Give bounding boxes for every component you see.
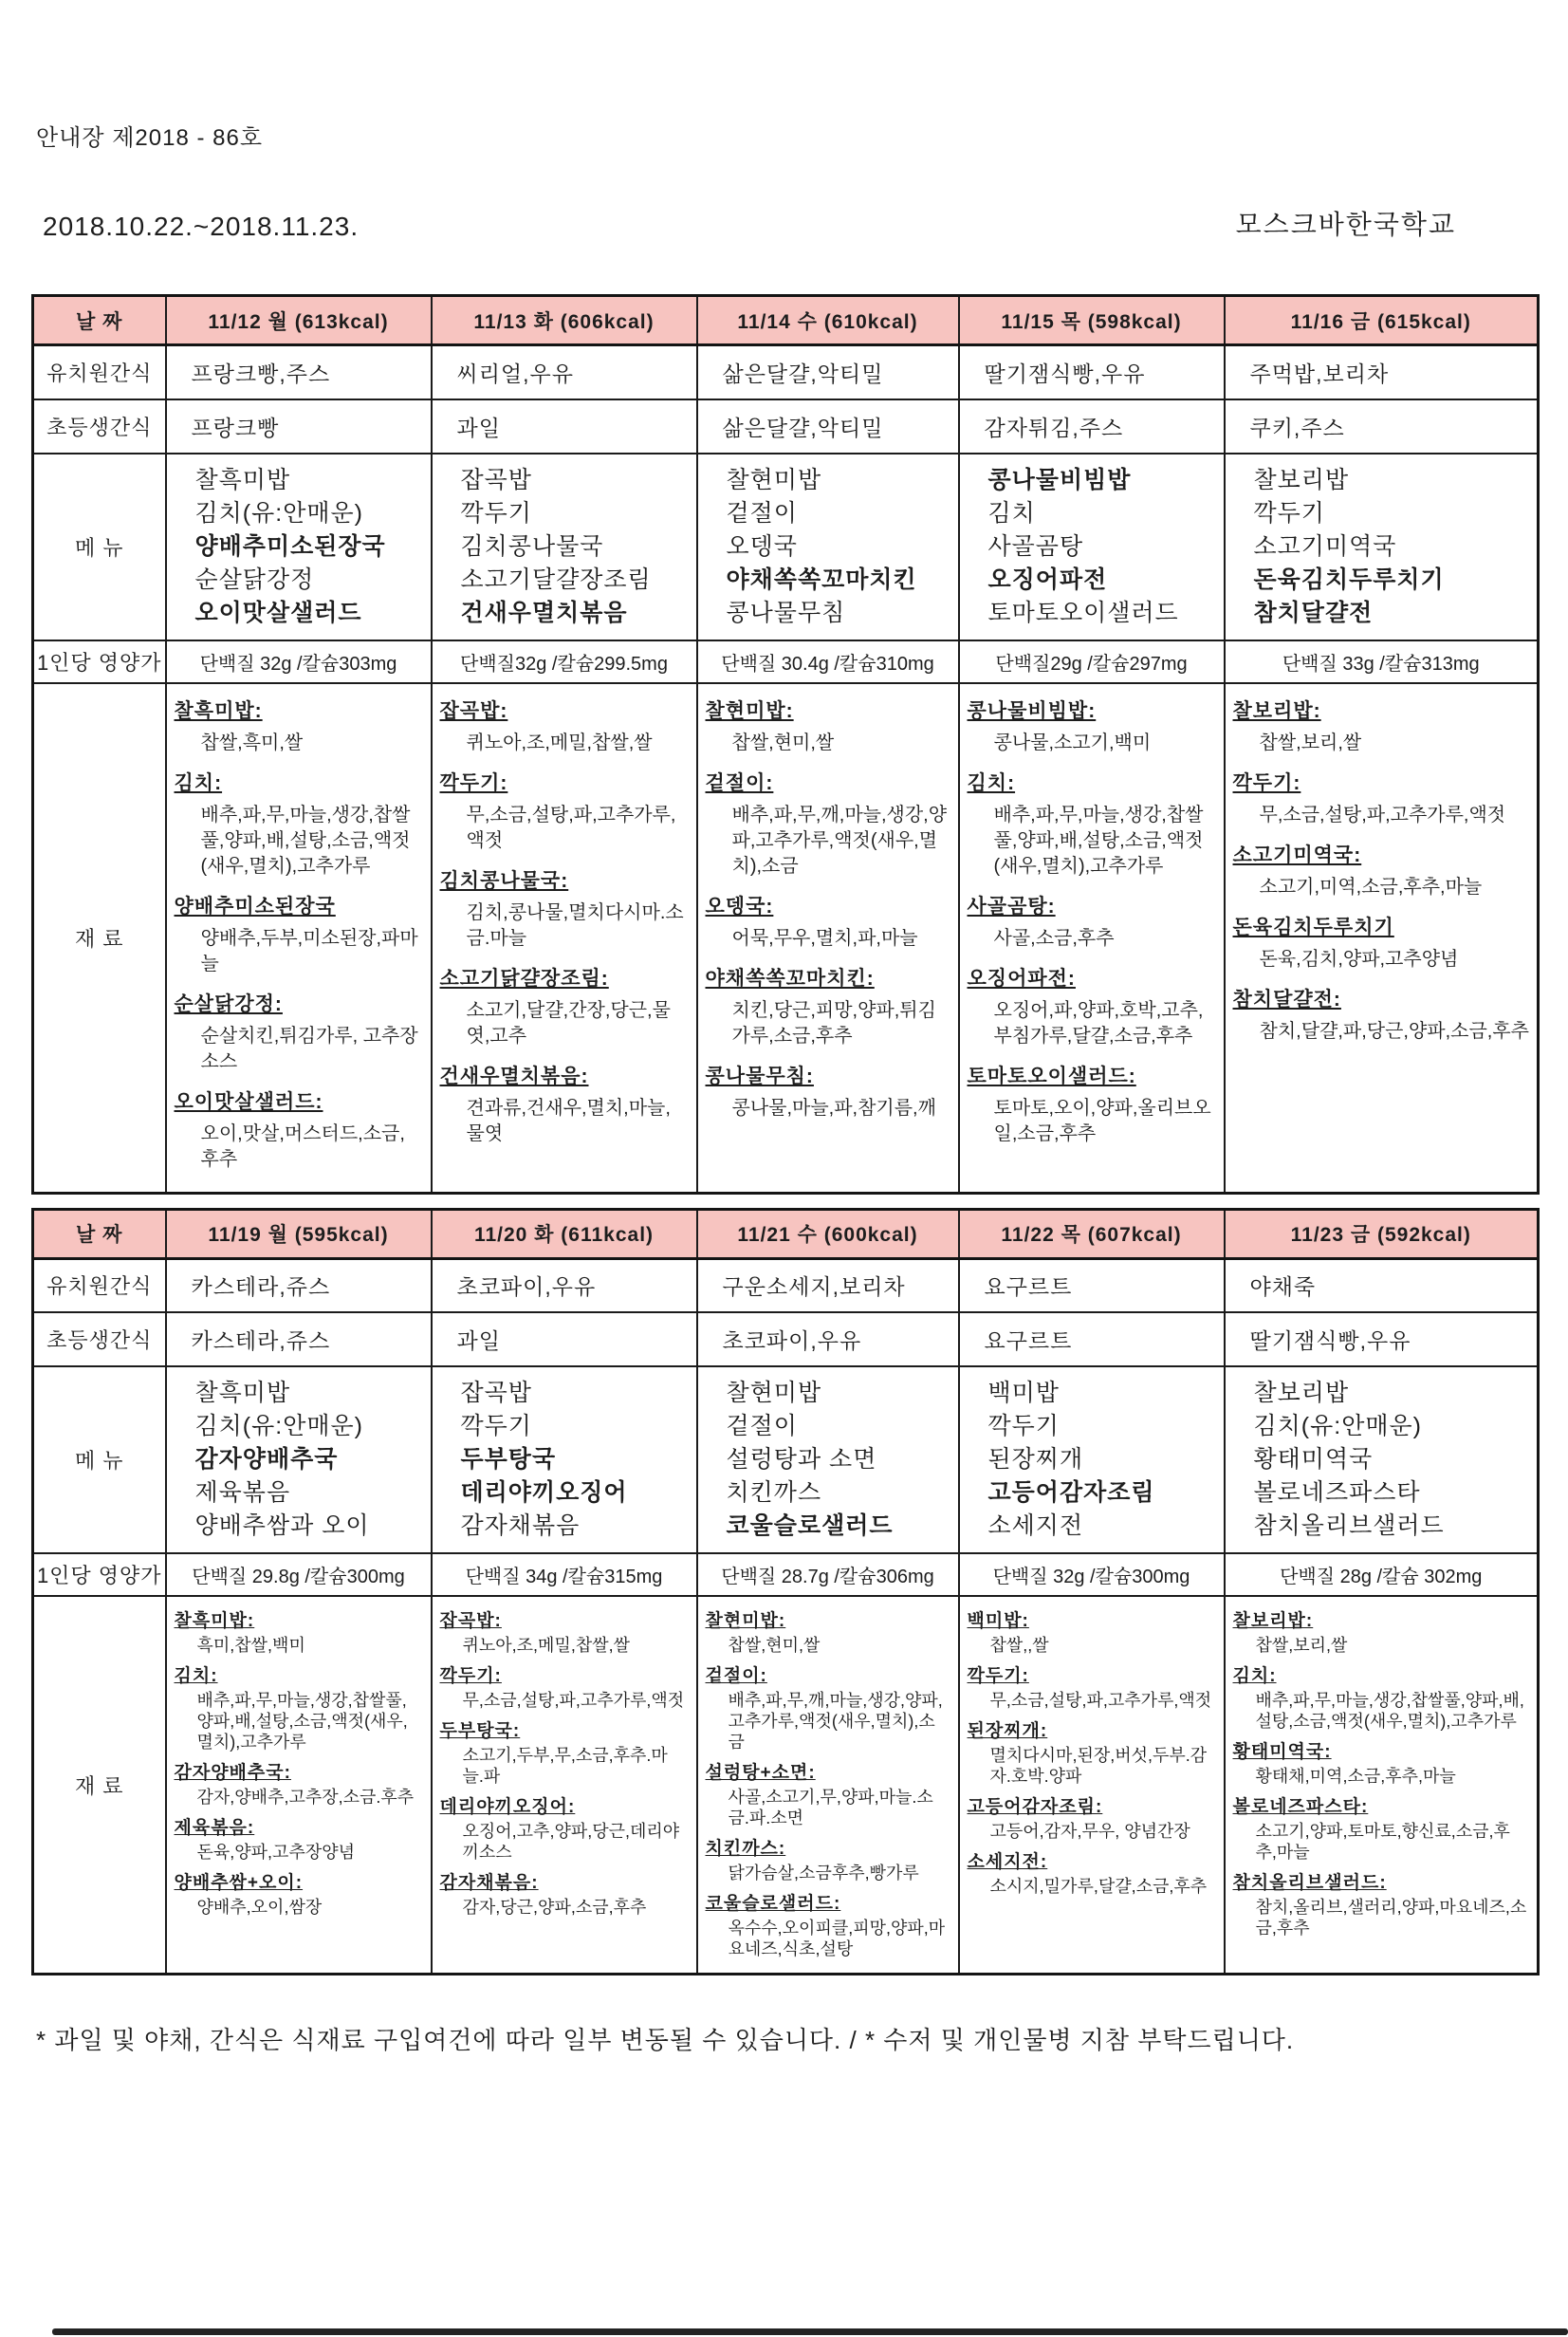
dish-block: [1233, 1661, 1530, 1732]
menu-item: 찰흑미밥: [194, 466, 291, 493]
menu-item: 감자채볶음: [460, 1512, 581, 1539]
dish-block: [175, 1813, 423, 1863]
dish-items: 배추,파,무,깨,마늘,생강,양파,고추가루,액젓(새우,멸치),소금: [728, 1691, 943, 1752]
nutrition-cell: 단백질29g /칼슘297mg: [959, 640, 1225, 683]
day-header-cell: 11/19 월 (595kcal): [166, 1209, 432, 1258]
dish-items: 소고기,미역,소금,후추,마늘: [1259, 876, 1483, 898]
dish-items: 소시지,밀가루,달걀,소금,후추: [989, 1877, 1208, 1896]
menu-item: 제육볶음: [194, 1479, 291, 1506]
dish-items: 어묵,무우,멸치,파,마늘: [731, 927, 918, 949]
dish-block: [175, 891, 423, 977]
elementary-snack-cell: 요구르트: [959, 1312, 1225, 1366]
menu-item: 백미밥: [987, 1380, 1060, 1406]
dish-block: [440, 1606, 689, 1656]
dish-items: 황태채,미역,소금,후추,마늘: [1255, 1767, 1456, 1786]
document-number: 안내장 제2018 - 86호: [36, 125, 264, 151]
dish-items: 찹쌀,보리,쌀: [1259, 732, 1362, 753]
dish-block: [706, 768, 950, 880]
dish-name: 양배추쌈+오이:: [174, 1873, 304, 1893]
dish-name: 백미밥:: [967, 1611, 1029, 1631]
dish-block: [706, 696, 950, 756]
dish-name: 양배추미소된장국: [174, 895, 336, 918]
dish-block: [706, 1661, 950, 1753]
dish-block: [175, 1758, 423, 1808]
menu-item: 깍두기: [460, 499, 532, 527]
dish-block: [968, 1661, 1216, 1711]
row-label: 유치원간식: [33, 1258, 166, 1312]
menu-item: 깍두기: [1253, 499, 1325, 527]
dish-items: 찹쌀,,쌀: [989, 1636, 1049, 1655]
dish-block: [175, 1661, 423, 1753]
dish-block: [968, 768, 1216, 880]
dish-name: 순살닭강정:: [174, 992, 283, 1015]
day-header-cell: 11/12 월 (613kcal): [166, 296, 432, 345]
dish-items: 퀴노아,조,메밀,찹쌀,쌀: [462, 1636, 630, 1655]
ingredients-cell: [432, 1596, 697, 1975]
row-label: 재 료: [33, 1596, 166, 1975]
dish-items: 오징어,고추,양파,당근,데리야끼소스: [462, 1822, 680, 1862]
dish-items: 소고기,달걀,간장,당근,물엿,고추: [466, 999, 671, 1047]
dish-name: 된장찌개:: [967, 1721, 1048, 1741]
dish-name: 돈육김치두루치기: [1232, 916, 1394, 938]
menu-item: 코울슬로샐러드: [726, 1512, 894, 1539]
dish-block: [440, 768, 689, 854]
dish-name: 콩나물무침:: [705, 1065, 814, 1087]
menu-item: 설렁탕과 소면: [726, 1446, 877, 1473]
dish-items: 무,소금,설탕,파,고추가루,액젓: [462, 1691, 685, 1710]
dish-items: 돈육,김치,양파,고추양념: [1259, 948, 1459, 970]
dish-items: 순살치킨,튀김가루, 고추장소스: [200, 1025, 418, 1072]
dish-name: 데리야끼오징어:: [439, 1797, 576, 1817]
elementary-snack-cell: 과일: [432, 1312, 697, 1366]
dish-items: 무,소금,설탕,파,고추가루,액젓: [1259, 804, 1506, 825]
dish-block: [440, 1061, 689, 1147]
nutrition-cell: 단백질 28g /칼슘 302mg: [1225, 1553, 1539, 1596]
menu-item: 황태미역국: [1253, 1446, 1374, 1473]
dish-block: [440, 1868, 689, 1918]
ingredients-cell: [697, 683, 959, 1194]
row-label: 메 뉴: [33, 1366, 166, 1553]
menu-cell: [959, 454, 1225, 640]
menu-item: 김치(유:안매운): [194, 499, 363, 527]
dish-items: 김치,콩나물,멸치다시마.소금.마늘: [466, 901, 684, 949]
dish-name: 설렁탕+소면:: [705, 1763, 816, 1783]
dish-items: 토마토,오이,양파,올리브오일,소금,후추: [993, 1097, 1211, 1144]
day-header-cell: 11/14 수 (610kcal): [697, 296, 959, 345]
ingredients-cell: [166, 1596, 432, 1975]
nutrition-cell: 단백질32g /칼슘299.5mg: [432, 640, 697, 683]
dish-items: 양배추,오이,쌈장: [196, 1898, 323, 1917]
dish-block: [175, 696, 423, 756]
dish-name: 토마토오이샐러드:: [967, 1065, 1136, 1087]
dish-name: 찰보리밥:: [1232, 1611, 1314, 1631]
dish-name: 잡곡밥:: [439, 699, 508, 722]
date-label-cell: 날 짜: [33, 1209, 166, 1258]
dish-items: 고등어,감자,무우, 양념간장: [989, 1822, 1190, 1841]
dish-block: [706, 891, 950, 952]
dish-items: 무,소금,설탕,파,고추가루,액젓: [989, 1691, 1212, 1710]
menu-item: 오이맛살샐러드: [194, 599, 362, 626]
dish-block: [1233, 1792, 1530, 1863]
kindergarten-snack-cell: 삶은달걀,악티밀: [697, 345, 959, 399]
dish-items: 찹쌀,흑미,쌀: [200, 732, 304, 753]
date-label-cell: 날 짜: [33, 296, 166, 345]
menu-item: 김치(유:안매운): [1253, 1413, 1422, 1439]
dish-block: [1233, 840, 1530, 900]
elementary-snack-cell: 프랑크빵: [166, 399, 432, 454]
dish-name: 겉절이:: [705, 771, 774, 794]
dish-block: [706, 963, 950, 1049]
menu-item: 양배추미소된장국: [194, 532, 386, 560]
elementary-snack-cell: 과일: [432, 399, 697, 454]
menu-cell: [432, 454, 697, 640]
dish-block: [968, 1847, 1216, 1897]
dish-items: 치킨,당근,피망,양파,튀김가루,소금,후추: [731, 999, 936, 1047]
menu-cell: [697, 454, 959, 640]
dish-name: 참치올리브샐러드:: [1232, 1873, 1387, 1893]
dish-items: 배추,파,무,마늘,생강,찹쌀풀,양파,배,설탕,소금,액젓(새우,멸치),고추가루: [993, 804, 1204, 877]
menu-cell: [166, 1366, 432, 1553]
dish-block: [968, 1606, 1216, 1656]
nutrition-cell: 단백질 29.8g /칼슘300mg: [166, 1553, 432, 1596]
menu-item: 잡곡밥: [460, 466, 532, 493]
menu-cell: [1225, 1366, 1539, 1553]
dish-name: 김치:: [174, 771, 223, 794]
dish-block: [1233, 984, 1530, 1045]
menu-item: 토마토오이샐러드: [987, 599, 1179, 626]
dish-name: 찰현미밥:: [705, 699, 794, 722]
dish-name: 깍두기:: [967, 1666, 1029, 1686]
dish-name: 찰흑미밥:: [174, 1611, 255, 1631]
menu-item: 참치올리브샐러드: [1253, 1512, 1445, 1539]
menu-item: 겉절이: [726, 499, 798, 527]
dish-name: 건새우멸치볶음:: [439, 1065, 589, 1087]
dish-items: 배추,파,무,마늘,생강,찹쌀풀,양파,배,설탕,소금,액젓(새우,멸치),고추가루: [200, 804, 411, 877]
nutrition-cell: 단백질 32g /칼슘300mg: [959, 1553, 1225, 1596]
ingredients-cell: [1225, 683, 1539, 1194]
dish-block: [706, 1834, 950, 1883]
menu-item: 순살닭강정: [194, 566, 315, 593]
kindergarten-snack-cell: 구운소세지,보리차: [697, 1258, 959, 1312]
menu-item: 콩나물비빔밥: [987, 466, 1132, 493]
dish-items: 흑미,찹쌀,백미: [196, 1636, 305, 1655]
dish-block: [175, 989, 423, 1075]
row-label: 초등생간식: [33, 399, 166, 454]
kindergarten-snack-cell: 씨리얼,우유: [432, 345, 697, 399]
menu-cell: [166, 454, 432, 640]
kindergarten-snack-cell: 야채죽: [1225, 1258, 1539, 1312]
menu-item: 야채쏙쏙꼬마치킨: [726, 566, 917, 593]
menu-item: 김치: [987, 499, 1036, 527]
row-label: 유치원간식: [33, 345, 166, 399]
dish-items: 사골,소금,후추: [993, 927, 1115, 949]
menu-item: 고등어감자조림: [987, 1479, 1155, 1506]
dish-items: 사골,소고기,무,양파,마늘.소금.파.소면: [728, 1788, 933, 1827]
dish-items: 오징어,파,양파,호박,고추,부침가루,달걀,소금,후추: [993, 999, 1204, 1047]
dish-name: 소세지전:: [967, 1852, 1048, 1872]
elementary-snack-cell: 쿠키,주스: [1225, 399, 1539, 454]
dish-block: [706, 1061, 950, 1122]
day-header-cell: 11/20 화 (611kcal): [432, 1209, 697, 1258]
menu-cell: [697, 1366, 959, 1553]
menu-item: 오뎅국: [726, 532, 798, 560]
dish-block: [1233, 1737, 1530, 1787]
dish-block: [1233, 1868, 1530, 1938]
nutrition-cell: 단백질 30.4g /칼슘310mg: [697, 640, 959, 683]
dish-block: [440, 1792, 689, 1863]
elementary-snack-cell: 초코파이,우유: [697, 1312, 959, 1366]
date-range: 2018.10.22.~2018.11.23.: [43, 212, 360, 241]
menu-item: 소세지전: [987, 1512, 1084, 1539]
ingredients-cell: [959, 683, 1225, 1194]
nutrition-cell: 단백질 28.7g /칼슘306mg: [697, 1553, 959, 1596]
dish-items: 멸치다시마,된장,버섯,두부.감자.호박.양파: [989, 1746, 1208, 1786]
dish-items: 배추,파,무,마늘,생강,찹쌀풀,양파,배,설탕,소금,액젓(새우,멸치),고추가루: [1255, 1691, 1524, 1731]
dish-items: 감자,양배추,고추장,소금.후추: [196, 1788, 415, 1807]
dish-items: 감자,당근,양파,소금,후추: [462, 1898, 647, 1917]
menu-item: 오징어파전: [987, 566, 1108, 593]
menu-item: 겉절이: [726, 1413, 798, 1439]
page: [0, 119, 1568, 2056]
dish-name: 코울슬로샐러드:: [705, 1894, 841, 1914]
menu-item: 깍두기: [987, 1413, 1060, 1439]
dish-name: 감자양배추국:: [174, 1763, 291, 1783]
dish-items: 닭가슴살,소금후추,빵가루: [728, 1864, 919, 1883]
menu-item: 볼로네즈파스타: [1253, 1479, 1421, 1506]
dish-name: 볼로네즈파스타:: [1232, 1797, 1369, 1817]
kindergarten-snack-cell: 딸기잼식빵,우유: [959, 345, 1225, 399]
dish-name: 감자채볶음:: [439, 1873, 539, 1893]
day-header-cell: 11/16 금 (615kcal): [1225, 296, 1539, 345]
menu-item: 참치달걀전: [1253, 599, 1374, 626]
day-header-cell: 11/13 화 (606kcal): [432, 296, 697, 345]
nutrition-cell: 단백질 32g /칼슘303mg: [166, 640, 432, 683]
dish-items: 돈육,양파,고추장양념: [196, 1843, 355, 1862]
kindergarten-snack-cell: 초코파이,우유: [432, 1258, 697, 1312]
dish-block: [706, 1889, 950, 1959]
menu-item: 된장찌개: [987, 1446, 1084, 1473]
menu-item: 김치(유:안매운): [194, 1413, 363, 1439]
dish-name: 찰현미밥:: [705, 1611, 786, 1631]
menu-item: 찰보리밥: [1253, 466, 1350, 493]
dish-block: [440, 1661, 689, 1711]
nutrition-cell: 단백질 34g /칼슘315mg: [432, 1553, 697, 1596]
dish-block: [968, 891, 1216, 952]
dish-items: 옥수수,오이피클,피망,양파,마요네즈,식초,설탕: [728, 1919, 946, 1958]
dish-block: [440, 865, 689, 952]
menu-item: 찰보리밥: [1253, 1380, 1350, 1406]
elementary-snack-cell: 카스테라,쥬스: [166, 1312, 432, 1366]
dish-block: [1233, 912, 1530, 973]
ingredients-cell: [959, 1596, 1225, 1975]
menu-item: 사골곰탕: [987, 532, 1084, 560]
day-header-cell: 11/15 목 (598kcal): [959, 296, 1225, 345]
dish-name: 치킨까스:: [705, 1839, 786, 1859]
menu-item: 찰현미밥: [726, 1380, 822, 1406]
menu-table-week1: [31, 294, 1540, 1195]
dish-items: 견과류,건새우,멸치,마늘,물엿: [466, 1097, 671, 1144]
row-label: 재 료: [33, 683, 166, 1194]
row-label: 1인당 영양가: [33, 640, 166, 683]
nutrition-cell: 단백질 33g /칼슘313mg: [1225, 640, 1539, 683]
kindergarten-snack-cell: 요구르트: [959, 1258, 1225, 1312]
kindergarten-snack-cell: 프랑크빵,주스: [166, 345, 432, 399]
day-header-cell: 11/23 금 (592kcal): [1225, 1209, 1539, 1258]
footer-note: * 과일 및 야채, 간식은 식재료 구입여건에 따라 일부 변동될 수 있습니다. / * 수저 및 개인물병 지참 부탁드립니다.: [36, 2026, 1295, 2054]
menu-item: 찰현미밥: [726, 466, 822, 493]
dish-items: 오이,맛살,머스터드,소금,후추: [200, 1122, 405, 1170]
dish-block: [968, 696, 1216, 756]
menu-item: 깍두기: [460, 1413, 532, 1439]
dish-items: 참치,올리브,샐러리,양파,마요네즈,소금,후추: [1255, 1898, 1527, 1938]
dish-items: 콩나물,소고기,백미: [993, 732, 1152, 753]
elementary-snack-cell: 삶은달걀,악티밀: [697, 399, 959, 454]
dish-block: [706, 1758, 950, 1828]
day-header-cell: 11/21 수 (600kcal): [697, 1209, 959, 1258]
dish-name: 김치:: [1232, 1666, 1277, 1686]
dish-block: [175, 1086, 423, 1173]
ingredients-cell: [432, 683, 697, 1194]
menu-item: 김치콩나물국: [460, 532, 604, 560]
menu-item: 소고기달걀장조림: [460, 566, 652, 593]
dish-block: [175, 1868, 423, 1918]
dish-name: 콩나물비빔밥:: [967, 699, 1097, 722]
dish-name: 김치:: [967, 771, 1016, 794]
menu-item: 콩나물무침: [726, 599, 846, 626]
menu-cell: [1225, 454, 1539, 640]
dish-block: [1233, 768, 1530, 828]
dish-name: 소고기닭걀장조림:: [439, 967, 609, 990]
dish-block: [968, 1716, 1216, 1787]
menu-item: 두부탕국: [460, 1446, 557, 1473]
dish-items: 찹쌀,보리,쌀: [1255, 1636, 1348, 1655]
menu-item: 치킨까스: [726, 1479, 822, 1506]
dish-items: 양배추,두부,미소된장,파마늘: [200, 927, 418, 974]
dish-block: [440, 963, 689, 1049]
dish-block: [440, 696, 689, 756]
dish-items: 소고기,두부,무,소금,후추.마늘.파: [462, 1746, 668, 1786]
menu-item: 양배추쌈과 오이: [194, 1512, 370, 1539]
dish-name: 김치:: [174, 1666, 218, 1686]
dish-name: 사골곰탕:: [967, 895, 1056, 918]
dish-name: 깍두기:: [439, 1666, 502, 1686]
dish-items: 무,소금,설탕,파,고추가루,액젓: [466, 804, 676, 851]
dish-block: [175, 768, 423, 880]
menu-item: 건새우멸치볶음: [460, 599, 628, 626]
dish-items: 참치,달걀,파,당근,양파,소금,후추: [1259, 1020, 1529, 1042]
dish-items: 찹쌀,현미,쌀: [728, 1636, 821, 1655]
menu-item: 감자양배추국: [194, 1446, 339, 1473]
row-label: 1인당 영양가: [33, 1553, 166, 1596]
ingredients-cell: [166, 683, 432, 1194]
day-header-cell: 11/22 목 (607kcal): [959, 1209, 1225, 1258]
menu-item: 돈육김치두루치기: [1253, 566, 1445, 593]
dish-items: 소고기,양파,토마토,향신료,소금,후추,마늘: [1255, 1822, 1510, 1862]
dish-name: 참치달걀전:: [1232, 988, 1341, 1011]
dish-name: 오징어파전:: [967, 967, 1076, 990]
dish-block: [440, 1716, 689, 1787]
dish-name: 야채쏙쏙꼬마치킨:: [705, 967, 875, 990]
dish-name: 잡곡밥:: [439, 1611, 502, 1631]
dish-block: [968, 1792, 1216, 1842]
elementary-snack-cell: 감자튀김,주스: [959, 399, 1225, 454]
dish-name: 깍두기:: [439, 771, 508, 794]
dish-block: [706, 1606, 950, 1656]
menu-item: 찰흑미밥: [194, 1380, 291, 1406]
ingredients-cell: [697, 1596, 959, 1975]
school-name: 모스크바한국학교: [1235, 210, 1456, 239]
menu-item: 소고기미역국: [1253, 532, 1397, 560]
menu-cell: [959, 1366, 1225, 1553]
dish-block: [968, 1061, 1216, 1147]
dish-name: 고등어감자조림:: [967, 1797, 1103, 1817]
scan-artifact: [52, 2328, 1568, 2335]
dish-items: 배추,파,무,마늘,생강,찹쌀풀,양파,배,설탕,소금,액젓(새우,멸치),고추가루: [196, 1691, 408, 1752]
dish-name: 제육볶음:: [174, 1818, 255, 1838]
dish-block: [1233, 1606, 1530, 1656]
row-label: 메 뉴: [33, 454, 166, 640]
kindergarten-snack-cell: 카스테라,쥬스: [166, 1258, 432, 1312]
ingredients-cell: [1225, 1596, 1539, 1975]
menu-table-week2: [31, 1208, 1540, 1976]
title-row: [43, 204, 1456, 242]
dish-name: 김치콩나물국:: [439, 869, 569, 892]
dish-name: 오뎅국:: [705, 895, 774, 918]
row-label: 초등생간식: [33, 1312, 166, 1366]
menu-item: 데리야끼오징어: [460, 1479, 628, 1506]
dish-block: [1233, 696, 1530, 756]
dish-name: 찰흑미밥:: [174, 699, 263, 722]
kindergarten-snack-cell: 주먹밥,보리차: [1225, 345, 1539, 399]
dish-items: 퀴노아,조,메밀,찹쌀,쌀: [466, 732, 653, 753]
dish-block: [968, 963, 1216, 1049]
menu-cell: [432, 1366, 697, 1553]
dish-name: 두부탕국:: [439, 1721, 521, 1741]
dish-name: 깍두기:: [1232, 771, 1301, 794]
dish-name: 찰보리밥:: [1232, 699, 1321, 722]
dish-items: 콩나물,마늘,파,참기름,깨: [731, 1097, 936, 1119]
elementary-snack-cell: 딸기잼식빵,우유: [1225, 1312, 1539, 1366]
dish-name: 황태미역국:: [1232, 1742, 1332, 1762]
dish-items: 찹쌀,현미,쌀: [731, 732, 835, 753]
menu-item: 잡곡밥: [460, 1380, 532, 1406]
dish-block: [175, 1606, 423, 1656]
dish-name: 오이맛살샐러드:: [174, 1090, 323, 1113]
dish-items: 배추,파,무,깨,마늘,생강,양파,고추가루,액젓(새우,멸치),소금: [731, 804, 948, 877]
dish-name: 겉절이:: [705, 1666, 767, 1686]
dish-name: 소고기미역국:: [1232, 844, 1362, 866]
